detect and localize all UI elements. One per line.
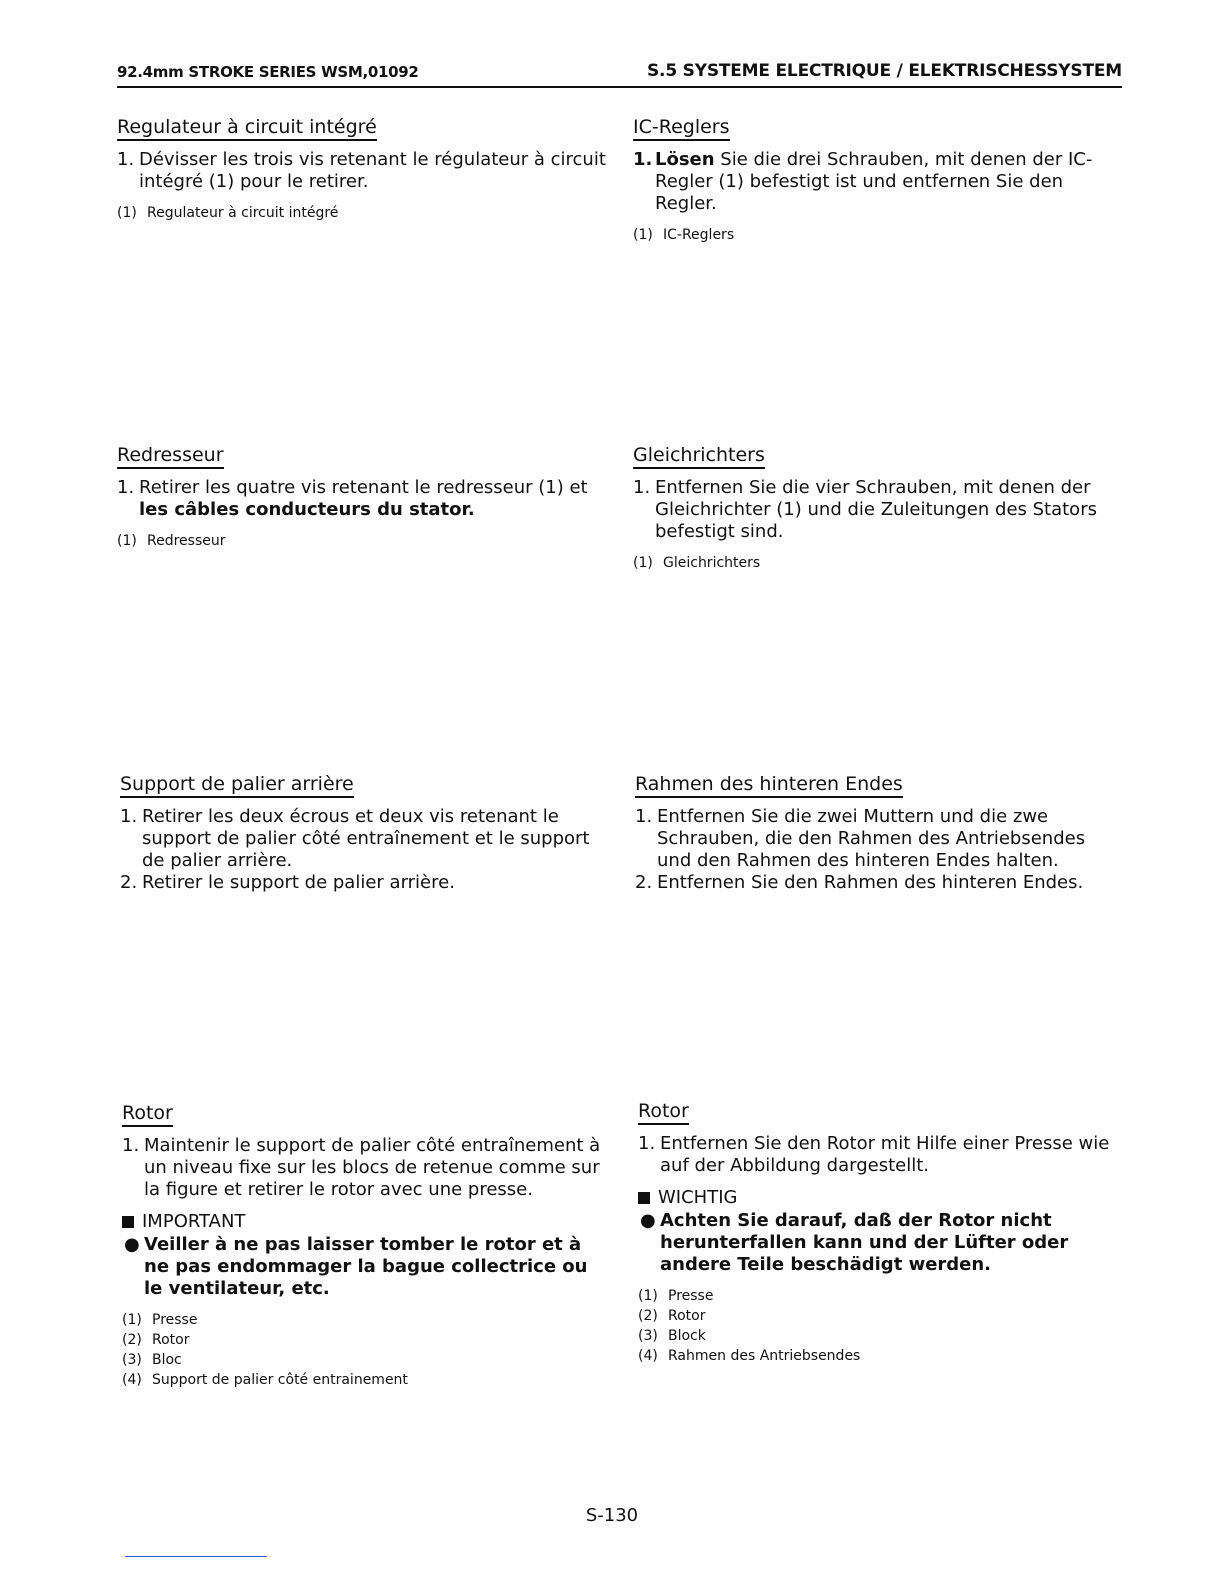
step-item xyxy=(633,149,1123,215)
legend-label: Redresseur xyxy=(147,533,226,549)
section-heading: Gleichrichters xyxy=(633,444,765,469)
step-number: 1. xyxy=(117,477,135,498)
step-item xyxy=(117,149,607,193)
legend-list xyxy=(633,225,1123,245)
step-number: 1. xyxy=(117,149,135,170)
warning-text: Veiller à ne pas laisser tomber le rotor et à ne pas endommager la bague collectrice ou le ventilateur, etc. xyxy=(144,1234,588,1299)
legend-index: (1) xyxy=(122,1312,142,1328)
step-emphasis: les câbles conducteurs du stator. xyxy=(139,499,475,520)
legend-label: Support de palier côté entrainement xyxy=(152,1372,408,1388)
legend-index: (1) xyxy=(117,205,137,221)
legend-index: (4) xyxy=(122,1372,142,1388)
legend-index: (2) xyxy=(122,1332,142,1348)
section-heading: Rahmen des hinteren Endes xyxy=(635,773,903,798)
legend-index: (3) xyxy=(638,1328,658,1344)
step-number: 2. xyxy=(120,872,138,893)
important-label: WICHTIG xyxy=(658,1187,738,1208)
warning-item xyxy=(638,1210,1128,1276)
step-list xyxy=(638,1133,1128,1177)
important-notice xyxy=(638,1187,1128,1208)
section-heading: IC-Reglers xyxy=(633,116,730,141)
step-keyword: Lösen xyxy=(655,149,715,170)
footer-rule xyxy=(125,1556,267,1557)
step-item xyxy=(120,806,610,872)
step-item xyxy=(122,1135,612,1201)
section-heading: Rotor xyxy=(122,1102,173,1127)
step-text: Entfernen Sie den Rahmen des hinteren Endes. xyxy=(657,872,1084,893)
step-item xyxy=(635,872,1125,894)
bullet-icon: ● xyxy=(124,1234,140,1255)
section-fr-regulator xyxy=(117,116,607,223)
step-list xyxy=(120,806,610,894)
section-heading: Redresseur xyxy=(117,444,224,469)
legend-item xyxy=(117,531,607,551)
step-number: 1. xyxy=(638,1133,656,1154)
legend-list xyxy=(638,1286,1128,1366)
section-de-regulator xyxy=(633,116,1123,245)
step-text: Retirer les deux écrous et deux vis retenant le support de palier côté entraînement et le support de palier arrière. xyxy=(142,806,590,871)
legend-list xyxy=(633,553,1123,573)
legend-index: (1) xyxy=(633,227,653,243)
warning-item xyxy=(122,1234,612,1300)
step-list xyxy=(117,477,607,521)
legend-label: Rotor xyxy=(152,1332,190,1348)
section-de-rear-frame xyxy=(635,773,1125,894)
legend-list xyxy=(117,203,607,223)
step-number: 1. xyxy=(635,806,653,827)
page-number: S-130 xyxy=(585,1505,639,1526)
legend-index: (1) xyxy=(638,1288,658,1304)
legend-list xyxy=(117,531,607,551)
legend-label: IC-Reglers xyxy=(663,227,735,243)
page-header xyxy=(117,60,1122,88)
section-fr-rectifier xyxy=(117,444,607,551)
legend-list xyxy=(122,1310,612,1390)
legend-item xyxy=(638,1306,1128,1326)
legend-item xyxy=(122,1330,612,1350)
step-list xyxy=(633,477,1123,543)
step-item xyxy=(638,1133,1128,1177)
step-number: 1. xyxy=(122,1135,140,1156)
section-heading: Regulateur à circuit intégré xyxy=(117,116,377,141)
legend-item xyxy=(638,1346,1128,1366)
legend-item xyxy=(633,225,1123,245)
section-fr-rotor xyxy=(122,1102,612,1390)
legend-label: Rotor xyxy=(668,1308,706,1324)
step-number: 1. xyxy=(633,149,653,170)
step-text: Sie die drei Schrauben, mit denen der IC-Regler (1) befestigt ist und entfernen Sie den Regler. xyxy=(655,149,1093,214)
legend-label: Bloc xyxy=(152,1352,182,1368)
step-number: 2. xyxy=(635,872,653,893)
legend-label: Presse xyxy=(152,1312,198,1328)
step-item xyxy=(117,477,607,521)
important-notice xyxy=(122,1211,612,1232)
step-text: Entfernen Sie die zwei Muttern und die zwe Schrauben, die den Rahmen des Antriebsendes und den Rahmen des hinteren Endes halten. xyxy=(657,806,1086,871)
legend-index: (4) xyxy=(638,1348,658,1364)
section-heading: Rotor xyxy=(638,1100,689,1125)
step-list xyxy=(122,1135,612,1201)
legend-index: (1) xyxy=(633,555,653,571)
section-de-rectifier xyxy=(633,444,1123,573)
legend-index: (3) xyxy=(122,1352,142,1368)
section-heading: Support de palier arrière xyxy=(120,773,354,798)
step-text: Maintenir le support de palier côté entraînement à un niveau fixe sur les blocs de retenue comme sur la figure et retirer le rotor avec une presse. xyxy=(144,1135,601,1200)
step-text: Entfernen Sie die vier Schrauben, mit denen der Gleichrichter (1) und die Zuleitungen des Stators befestigt sind. xyxy=(655,477,1097,542)
step-item xyxy=(120,872,610,894)
step-item xyxy=(633,477,1123,543)
legend-label: Regulateur à circuit intégré xyxy=(147,205,339,221)
legend-item xyxy=(633,553,1123,573)
legend-item xyxy=(117,203,607,223)
important-label: IMPORTANT xyxy=(142,1211,246,1232)
legend-item xyxy=(122,1350,612,1370)
section-de-rotor xyxy=(638,1100,1128,1366)
step-item xyxy=(635,806,1125,872)
legend-index: (1) xyxy=(117,533,137,549)
legend-item xyxy=(122,1370,612,1390)
warning-text: Achten Sie darauf, daß der Rotor nicht herunterfallen kann und der Lüfter oder andere Teile beschädigt werden. xyxy=(660,1210,1069,1275)
legend-label: Presse xyxy=(668,1288,714,1304)
step-list xyxy=(635,806,1125,894)
legend-index: (2) xyxy=(638,1308,658,1324)
step-number: 1. xyxy=(120,806,138,827)
step-text: Retirer le support de palier arrière. xyxy=(142,872,455,893)
section-fr-rear-bearing xyxy=(120,773,610,894)
legend-item xyxy=(122,1310,612,1330)
step-number: 1. xyxy=(633,477,651,498)
legend-item xyxy=(638,1286,1128,1306)
legend-label: Block xyxy=(668,1328,706,1344)
step-text: Entfernen Sie den Rotor mit Hilfe einer Presse wie auf der Abbildung dargestellt. xyxy=(660,1133,1110,1176)
bullet-icon: ● xyxy=(640,1210,656,1231)
step-text: Dévisser les trois vis retenant le régulateur à circuit intégré (1) pour le retirer. xyxy=(139,149,606,192)
chapter-title: S.5 SYSTEME ELECTRIQUE / ELEKTRISCHESSYSTEM xyxy=(647,61,1122,81)
step-list xyxy=(633,149,1123,215)
manual-reference: 92.4mm STROKE SERIES WSM,01092 xyxy=(117,63,419,81)
legend-label: Gleichrichters xyxy=(663,555,761,571)
step-list xyxy=(117,149,607,193)
legend-label: Rahmen des Antriebsendes xyxy=(668,1348,861,1364)
square-bullet-icon xyxy=(122,1216,134,1228)
legend-item xyxy=(638,1326,1128,1346)
step-text: Retirer les quatre vis retenant le redresseur (1) et xyxy=(139,477,588,498)
square-bullet-icon xyxy=(638,1192,650,1204)
